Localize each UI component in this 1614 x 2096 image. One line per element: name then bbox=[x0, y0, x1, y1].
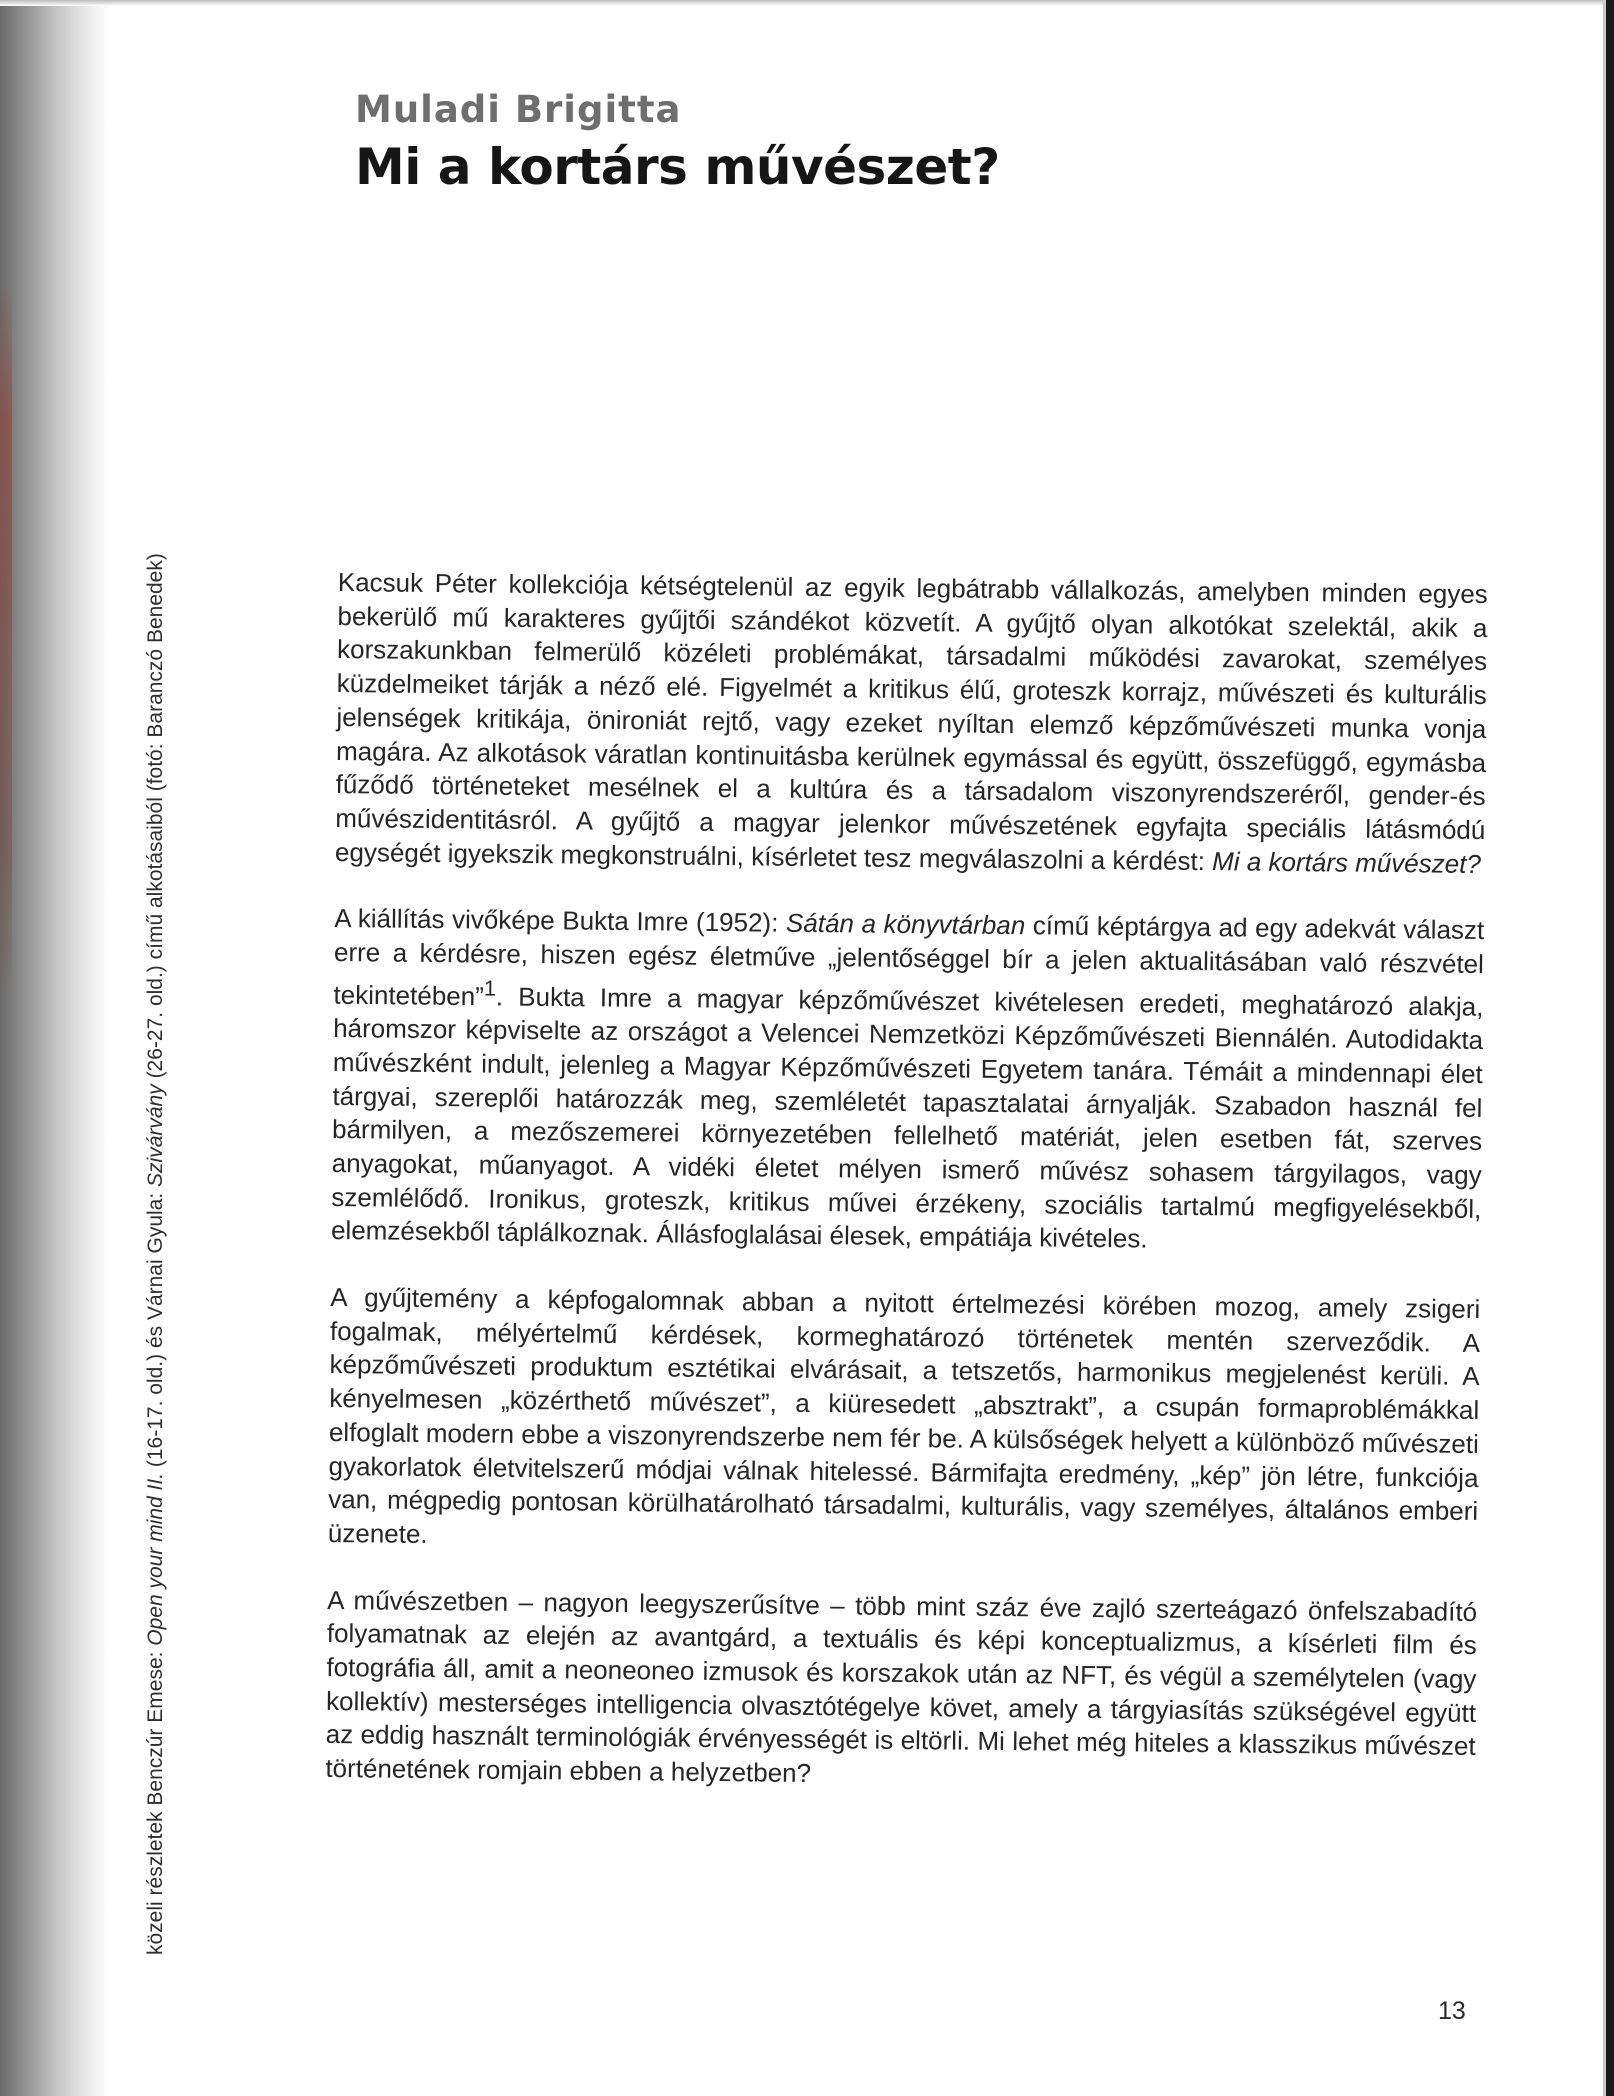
paragraph-text: Kacsuk Péter kollekciója kétségtelenül az egyik legbátrabb vállalkozás, amelyben minden egyes bekerülő mű karakteres gyűjtői szándékot közvetít. A gyűjtő olyan alkotókat szelektál, akik a korszakunkban felmerülő közéleti problémákat, társadalmi működési zavarokat, személyes küzdelmeiket tárják a néző elé. Figyelmét a kritikus élű, groteszk korrajz, művészeti és kulturális jelenségek kritikája, önironiát rejtő, vagy ezeket nyíltan elemző képzőművészeti munka vonja magára. Az alkotások váratlan kontinuitásba kerülnek egymással és együtt, összefüggő, egymásba fűződő történeteket mesélnek el a kultúra és a társadalom viszonyrendszeréről, gender-és művészidentitásról. A gyűjtő a magyar jelenkor művészetének egyfajta speciális látásmódú egységét igyekszik megkonstruálni, kísérletet tesz megválaszolni a kérdést: bbox=[334, 566, 1488, 876]
caption-work-title: Szivárvány bbox=[144, 1084, 167, 1187]
article-title: Mi a kortárs művészet? bbox=[355, 138, 1000, 196]
caption-text bbox=[136, 553, 176, 1955]
spine-color-tint bbox=[0, 280, 12, 1000]
page-number: 13 bbox=[1438, 1997, 1466, 2025]
caption-part: közeli részletek Benczúr Emese: bbox=[144, 1645, 167, 1955]
article-author: Muladi Brigitta bbox=[355, 88, 682, 131]
artwork-title: Sátán a könyvtárban bbox=[785, 908, 1026, 941]
paragraph-text: . Bukta Imre a magyar képzőművészet kivételesen eredeti, meghatározó alakja, háromszor képviselte az országot a Velencei Nemzetközi Képzőművészeti Biennálén. Autodidakta művészként indult, jelenleg a Magyar Képzőművészeti Egyetem tanára. Témáit a mindennapi élet tárgyai, szereplői határozzák meg, szemléletét tapasztalatai árnyalják. Szabadon használ fel bármilyen, a mezőszemerei környezetében fellelhető matériát, jelen esetben fát, szerves anyagokat, műanyagot. A vidéki életet mélyen ismerő művész sohasem tárgyilagos, vagy szemlélődő. Ironikus, groteszk, kritikus művei érzékeny, szociális tartalmú megfigyelésekből, elemzésekből táplálkoznak. Állásfoglalásai élesek, empátiája kivételes. bbox=[330, 981, 1484, 1254]
vertical-photo-caption bbox=[136, 553, 176, 1955]
top-edge-shade bbox=[0, 0, 1614, 6]
book-spine-shadow bbox=[0, 0, 110, 2096]
paragraph-3: A gyűjtemény a képfogalomnak abban a nyitott értelmezési körében mozog, amely zsigeri fogalmak, mélyértelmű kérdések, kormeghatározó történetek mentén szerveződik. A képzőművészeti produktum esztétikai elvárásait, a tetszetős, harmonikus megjelenést kerüli. A kényelmesen „közérthető művészet”, a kiüresedett „absztrakt”, a csupán formaproblémákkal elfoglalt modern ebbe a viszonyrendszerbe nem fér be. A külsőségek helyett a különböző művészeti gyakorlatok életvitelszerű módjai válnak hitelessé. Bármifajta eredmény, „kép” jön létre, funkciója van, mégpedig pontosan körülhatárolható társadalmi, kulturális, vagy személyes, általános emberi üzenete. bbox=[327, 1281, 1481, 1549]
caption-work-title: Open your mind II. bbox=[144, 1472, 167, 1646]
caption-part: (16-17. old.) és Várnai Gyula: bbox=[144, 1186, 167, 1473]
paragraph-2 bbox=[331, 902, 1485, 1260]
italic-question: Mi a kortárs művészet? bbox=[1211, 845, 1482, 879]
paragraph-text: című képtárgya ad egy adekvát választ erre a kérdésre, hiszen egész életműve „jelentőséggel bír a jelen aktualitásában való részvétel tekintetében” bbox=[333, 910, 1485, 1011]
article-body bbox=[325, 566, 1488, 1798]
paragraph-text: A kiállítás vivőképe Bukta Imre (1952): bbox=[334, 903, 787, 939]
caption-part: (26-27. old.) című alkotásaiból (fotó: Baranczó Benedek) bbox=[144, 553, 167, 1085]
right-page-edge bbox=[1606, 0, 1614, 2096]
paragraph-4: A művészetben – nagyon leegyszerűsítve – több mint száz éve zajló szerteágazó önfelszabadító folyamatnak az elején az avantgárd, a textuális és képi konceptualizmus, a kísérleti film és fotográfia áll, amit a neoneoneo izmusok és korszakok után az NFT, és végül a személytelen (vagy kollektív) mesterséges intelligencia olvasztótégelye követ, amely a tárgyiasítás szükségével együtt az eddig használt terminológiák érvényességét is eltörli. Mi lehet még hiteles a klasszikus művészet történetének romjain ebben a helyzetben? bbox=[325, 1584, 1478, 1789]
footnote-marker: 1 bbox=[483, 975, 497, 1001]
paragraph-1 bbox=[335, 566, 1488, 881]
